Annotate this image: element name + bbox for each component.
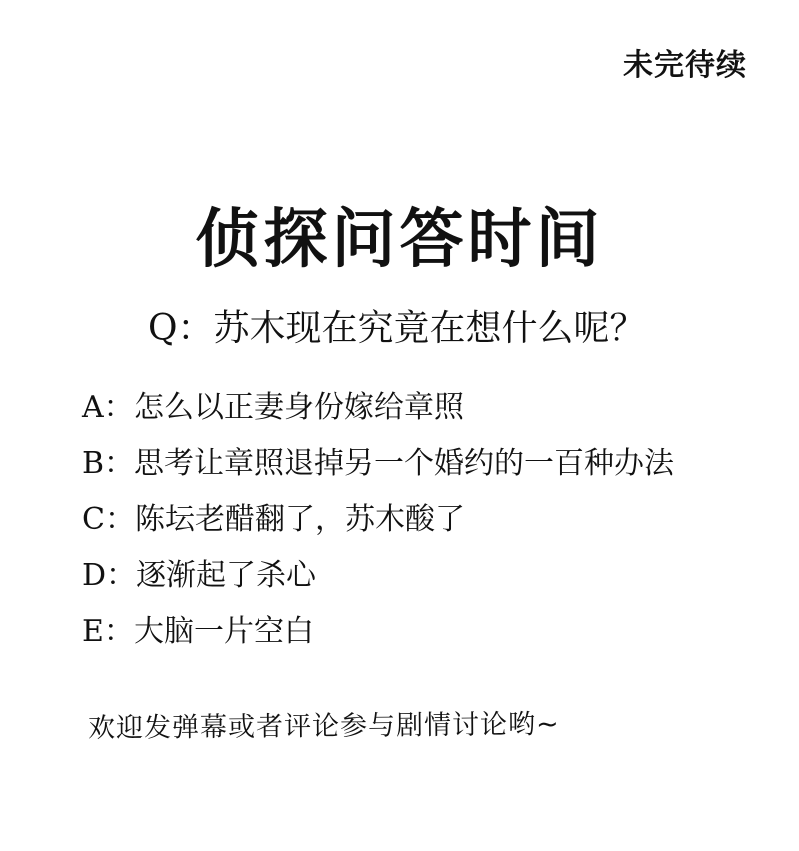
option-key: E： bbox=[82, 614, 134, 649]
answer-option-b[interactable] bbox=[82, 444, 674, 500]
option-key: A： bbox=[82, 390, 134, 425]
page-title: 侦探问答时间 bbox=[195, 203, 604, 277]
answer-option-d[interactable] bbox=[82, 556, 674, 612]
option-text: 陈坛老醋翻了，苏木酸了 bbox=[134, 502, 465, 537]
answer-options-list bbox=[82, 388, 674, 668]
option-text: 怎么以正妻身份嫁给章照 bbox=[134, 390, 464, 425]
answer-option-e[interactable] bbox=[82, 612, 674, 668]
to-be-continued-label: 未完待续 bbox=[623, 48, 747, 83]
option-key: B： bbox=[82, 446, 135, 481]
answer-option-c[interactable] bbox=[82, 500, 674, 556]
answer-option-a[interactable] bbox=[82, 388, 674, 444]
option-text: 大脑一片空白 bbox=[134, 614, 314, 649]
option-text: 逐渐起了杀心 bbox=[136, 558, 317, 593]
option-key: C： bbox=[82, 502, 135, 537]
option-key: D： bbox=[82, 558, 137, 593]
discussion-invite: 欢迎发弹幕或者评论参与剧情讨论哟~ bbox=[87, 708, 560, 745]
option-text: 思考让章照退掉另一个婚约的一百种办法 bbox=[134, 446, 675, 481]
quiz-question: Q：苏木现在究竟在想什么呢？ bbox=[148, 308, 646, 349]
